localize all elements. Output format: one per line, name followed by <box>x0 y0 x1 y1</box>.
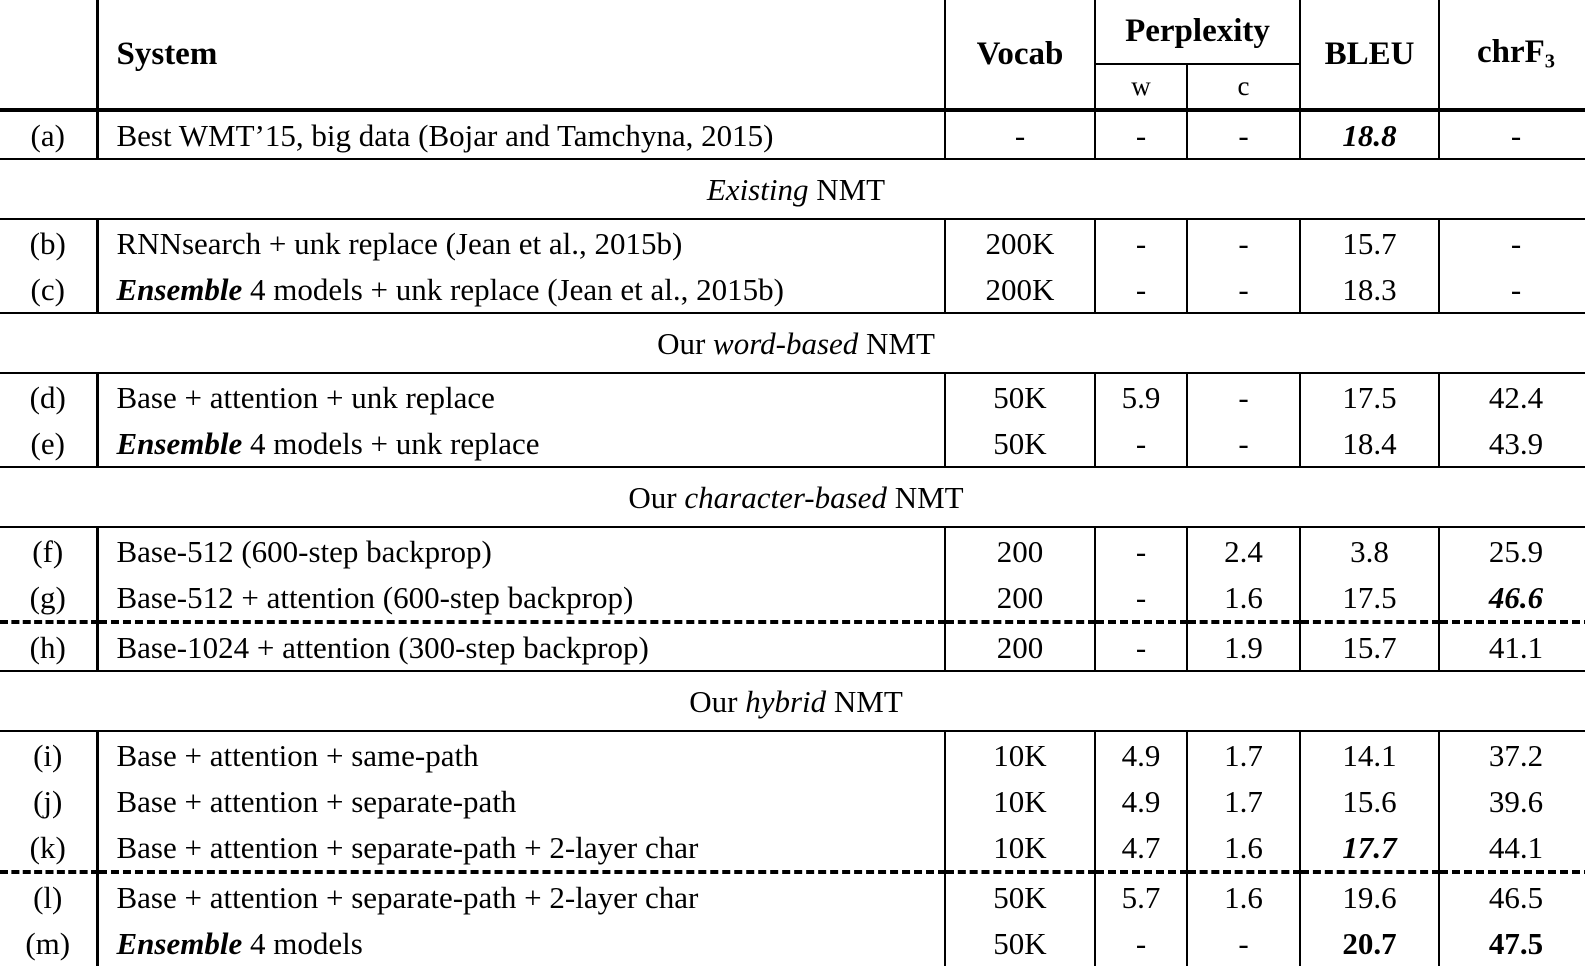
row-label: (d) <box>0 373 97 420</box>
row-vocab: 200K <box>945 266 1095 313</box>
table-row <box>0 778 1585 824</box>
row-chrf: 47.5 <box>1439 920 1585 966</box>
row-system <box>97 731 945 778</box>
section-hybrid-nmt <box>0 671 1585 731</box>
row-chrf: 44.1 <box>1439 824 1585 872</box>
row-bleu: 3.8 <box>1300 527 1439 574</box>
header-perplexity-c: c <box>1187 64 1300 110</box>
header-vocab: Vocab <box>945 0 1095 110</box>
row-ppl-c: - <box>1187 219 1300 266</box>
row-label: (c) <box>30 271 65 307</box>
table-row <box>0 731 1585 778</box>
header-perplexity-w: w <box>1095 64 1187 110</box>
row-chrf: 25.9 <box>1439 527 1585 574</box>
table-row <box>0 574 1585 622</box>
row-system <box>97 527 945 574</box>
section-header-row <box>0 313 1585 373</box>
row-ppl-w: 4.9 <box>1095 731 1187 778</box>
row-label: (b) <box>0 219 97 266</box>
row-system-rest: Base-512 + attention (600-step backprop) <box>116 579 634 615</box>
row-bleu: 14.1 <box>1300 731 1439 778</box>
row-ppl-c: 2.4 <box>1187 527 1300 574</box>
header-chrf-subscript: 3 <box>1544 50 1556 73</box>
row-chrf: 42.4 <box>1439 373 1585 420</box>
row-ppl-c: - <box>1187 373 1300 420</box>
row-system <box>97 110 945 159</box>
row-system-rest: Base + attention + unk replace <box>116 379 495 415</box>
row-system <box>97 920 945 966</box>
row-ppl-c: - <box>1187 420 1300 467</box>
row-system-lead: Ensemble <box>116 925 243 961</box>
row-system <box>97 824 945 872</box>
row-system-lead: Ensemble <box>116 271 243 307</box>
row-system <box>97 622 945 671</box>
row-vocab: 50K <box>945 420 1095 467</box>
section-word-italic: word-based <box>713 325 859 361</box>
section-char-lead: Our <box>628 479 685 515</box>
row-system <box>97 266 945 313</box>
row-vocab: 200K <box>945 219 1095 266</box>
table-row <box>0 920 1585 966</box>
row-bleu: 17.5 <box>1300 373 1439 420</box>
row-label: (j) <box>33 783 63 819</box>
section-char-rest: NMT <box>886 479 964 515</box>
row-label: (e) <box>30 425 65 461</box>
row-chrf: 43.9 <box>1439 420 1585 467</box>
row-ppl-c: 1.6 <box>1187 824 1300 872</box>
row-ppl-w: - <box>1095 266 1187 313</box>
row-label: (h) <box>0 622 97 671</box>
row-system-rest: 4 models + unk replace (Jean et al., 2015b) <box>242 271 784 307</box>
row-bleu: 20.7 <box>1300 920 1439 966</box>
row-bleu: 18.4 <box>1300 420 1439 467</box>
row-ppl-c: 1.7 <box>1187 778 1300 824</box>
row-ppl-w: 4.7 <box>1095 824 1187 872</box>
row-ppl-c: 1.6 <box>1187 872 1300 920</box>
section-word-based-nmt <box>0 313 1585 373</box>
section-existing-rest: NMT <box>808 171 886 207</box>
table-row <box>0 527 1585 574</box>
row-system-rest: Base + attention + same-path <box>116 737 479 773</box>
row-ppl-w: 5.9 <box>1095 373 1187 420</box>
row-system-rest: Base + attention + separate-path + 2-layer char <box>116 879 699 915</box>
row-bleu: 15.7 <box>1300 622 1439 671</box>
section-word-rest: NMT <box>858 325 935 361</box>
row-bleu: 17.7 <box>1300 824 1439 872</box>
row-chrf: 46.5 <box>1439 872 1585 920</box>
row-system <box>97 420 945 467</box>
row-label: (l) <box>0 872 97 920</box>
row-label: (g) <box>29 579 66 615</box>
row-chrf: 41.1 <box>1439 622 1585 671</box>
section-header-row <box>0 159 1585 219</box>
header-bleu: BLEU <box>1300 0 1439 110</box>
row-system <box>97 574 945 622</box>
row-vocab: 50K <box>945 872 1095 920</box>
row-ppl-w: - <box>1095 920 1187 966</box>
row-system <box>97 219 945 266</box>
table-row <box>0 622 1585 671</box>
row-system-rest: Best WMT’15, big data (Bojar and Tamchyna, 2015) <box>116 117 774 153</box>
row-chrf: - <box>1439 266 1585 313</box>
row-system <box>97 872 945 920</box>
table-row <box>0 266 1585 313</box>
row-chrf: 46.6 <box>1439 574 1585 622</box>
table-row <box>0 219 1585 266</box>
section-hybrid-rest: NMT <box>826 683 903 719</box>
row-chrf: - <box>1439 110 1585 159</box>
row-bleu: 18.3 <box>1300 266 1439 313</box>
row-bleu: 19.6 <box>1300 872 1439 920</box>
row-ppl-c: - <box>1187 266 1300 313</box>
row-bleu: 17.5 <box>1300 574 1439 622</box>
row-label: (k) <box>29 829 66 865</box>
header-label-blank-2 <box>0 64 97 110</box>
row-system-rest: Base-1024 + attention (300-step backprop) <box>116 629 649 665</box>
row-chrf: 39.6 <box>1439 778 1585 824</box>
row-ppl-w: - <box>1095 574 1187 622</box>
row-bleu: 18.8 <box>1300 110 1439 159</box>
row-system-rest: Base + attention + separate-path <box>116 783 517 819</box>
table-row <box>0 824 1585 872</box>
row-ppl-w: - <box>1095 110 1187 159</box>
section-hybrid-lead: Our <box>689 683 746 719</box>
row-ppl-c: - <box>1187 920 1300 966</box>
section-character-based-nmt <box>0 467 1585 527</box>
section-char-italic: character-based <box>684 479 887 515</box>
row-system-rest: 4 models <box>242 925 363 961</box>
row-vocab: 200 <box>945 527 1095 574</box>
row-label: (i) <box>0 731 97 778</box>
section-word-lead: Our <box>657 325 714 361</box>
header-perplexity: Perplexity <box>1095 0 1300 64</box>
row-vocab: 50K <box>945 373 1095 420</box>
row-vocab: 200 <box>945 574 1095 622</box>
row-ppl-w: 4.9 <box>1095 778 1187 824</box>
row-ppl-c: 1.9 <box>1187 622 1300 671</box>
row-system-rest: RNNsearch + unk replace (Jean et al., 2015b) <box>116 225 683 261</box>
header-chrf-text: chrF <box>1476 33 1545 70</box>
row-chrf: - <box>1439 219 1585 266</box>
row-vocab: 10K <box>945 731 1095 778</box>
table-row <box>0 420 1585 467</box>
header-label-blank <box>0 0 97 64</box>
row-vocab: 10K <box>945 824 1095 872</box>
table-header-row-top <box>0 0 1585 64</box>
header-chrf <box>1439 0 1585 110</box>
row-system-lead: Ensemble <box>116 425 243 461</box>
row-system-rest: Base-512 (600-step backprop) <box>116 533 492 569</box>
row-system-rest: Base + attention + separate-path + 2-layer char <box>116 829 699 865</box>
row-label: (a) <box>0 110 97 159</box>
row-ppl-w: - <box>1095 219 1187 266</box>
row-system <box>97 373 945 420</box>
row-ppl-w: - <box>1095 622 1187 671</box>
table-row <box>0 110 1585 159</box>
section-existing-nmt <box>0 159 1585 219</box>
section-header-row <box>0 671 1585 731</box>
row-system <box>97 778 945 824</box>
row-label: (f) <box>0 527 97 574</box>
row-bleu: 15.6 <box>1300 778 1439 824</box>
row-chrf: 37.2 <box>1439 731 1585 778</box>
row-vocab: 10K <box>945 778 1095 824</box>
section-header-row <box>0 467 1585 527</box>
table-row <box>0 872 1585 920</box>
row-bleu: 15.7 <box>1300 219 1439 266</box>
row-vocab: 50K <box>945 920 1095 966</box>
table-row <box>0 373 1585 420</box>
row-vocab: - <box>945 110 1095 159</box>
section-existing-italic: Existing <box>706 171 809 207</box>
row-vocab: 200 <box>945 622 1095 671</box>
row-label: (m) <box>25 925 71 961</box>
row-ppl-c: 1.7 <box>1187 731 1300 778</box>
row-ppl-w: 5.7 <box>1095 872 1187 920</box>
row-ppl-c: 1.6 <box>1187 574 1300 622</box>
row-ppl-w: - <box>1095 527 1187 574</box>
row-ppl-w: - <box>1095 420 1187 467</box>
row-ppl-c: - <box>1187 110 1300 159</box>
section-hybrid-italic: hybrid <box>745 683 827 719</box>
header-system: System <box>97 0 945 110</box>
row-system-rest: 4 models + unk replace <box>242 425 540 461</box>
